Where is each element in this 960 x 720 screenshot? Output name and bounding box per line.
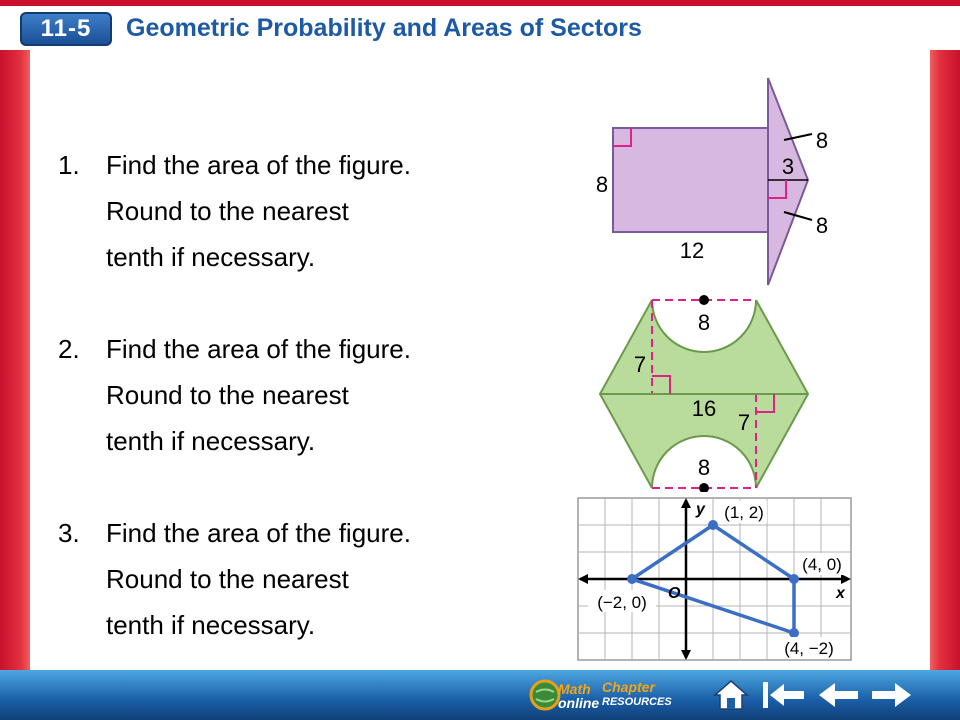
chapter-resources-button[interactable] (602, 680, 672, 710)
figure-1-triangle (768, 78, 808, 285)
figure-3 (570, 492, 856, 668)
figure-2 (590, 292, 820, 492)
question-text-line: Find the area of the figure. (106, 334, 411, 364)
vertex-point (627, 574, 637, 584)
x-axis-label: x (836, 585, 845, 602)
figure-1-bottom-leg-label: 8 (815, 213, 829, 238)
point-label: (4, 0) (802, 555, 842, 574)
figure-2-width-label: 16 (691, 396, 717, 421)
figure-1-rectangle (613, 128, 768, 232)
slide-header (0, 0, 960, 60)
question-text-line: Find the area of the figure. (106, 518, 411, 548)
figure-1-top-leg-label: 8 (815, 128, 829, 153)
question-1 (58, 142, 528, 280)
question-number: 2. (58, 334, 80, 364)
figure-1-side-label: 8 (595, 172, 609, 197)
question-text-line: tenth if necessary. (106, 242, 316, 272)
figure-2-top-diameter: 8 (697, 310, 711, 335)
question-text-line: tenth if necessary. (106, 426, 316, 456)
figure-2-center-dot (699, 295, 709, 305)
point-label: (1, 2) (724, 503, 764, 522)
figure-1-height-label: 3 (781, 154, 795, 179)
chapter-resources-label: RESOURCES (602, 696, 672, 708)
lesson-title: Geometric Probability and Areas of Sectors (126, 14, 642, 42)
vertex-point (708, 520, 718, 530)
figure-1-bottom-label: 12 (679, 238, 705, 263)
vertex-point (789, 574, 799, 584)
question-3 (58, 510, 528, 648)
question-text-line: tenth if necessary. (106, 610, 316, 640)
figure-2-bottom-diameter: 8 (697, 455, 711, 480)
footer-bar (0, 670, 960, 720)
back-arrow-icon[interactable] (816, 678, 862, 712)
question-text-line: Round to the nearest (106, 380, 349, 410)
forward-arrow-icon[interactable] (868, 678, 914, 712)
left-border (0, 50, 30, 670)
y-axis-label: y (696, 501, 705, 518)
first-page-icon[interactable] (760, 678, 808, 712)
figure-2-height-label-right: 7 (737, 410, 751, 435)
question-text-line: Round to the nearest (106, 564, 349, 594)
question-2 (58, 326, 528, 464)
point-label: (4, −2) (784, 639, 834, 658)
figure-2-center-dot (699, 483, 709, 492)
figure-1 (560, 70, 860, 292)
question-text-line: Round to the nearest (106, 196, 349, 226)
vertex-point (789, 628, 799, 638)
question-number: 1. (58, 150, 80, 180)
question-number: 3. (58, 518, 80, 548)
lesson-number-badge: 11-5 (20, 12, 112, 46)
question-text-line: Find the area of the figure. (106, 150, 411, 180)
math-online-label: Math (558, 681, 591, 697)
math-online-button[interactable] (558, 682, 599, 710)
origin-label: O (668, 585, 681, 602)
math-online-label: online (558, 695, 600, 711)
right-border (930, 50, 960, 670)
point-label: (−2, 0) (597, 593, 647, 612)
home-icon[interactable] (712, 678, 750, 712)
header-stripe (0, 0, 960, 6)
chapter-resources-label: Chapter (602, 679, 655, 695)
globe-icon (528, 678, 562, 712)
figure-2-height-label: 7 (633, 352, 647, 377)
